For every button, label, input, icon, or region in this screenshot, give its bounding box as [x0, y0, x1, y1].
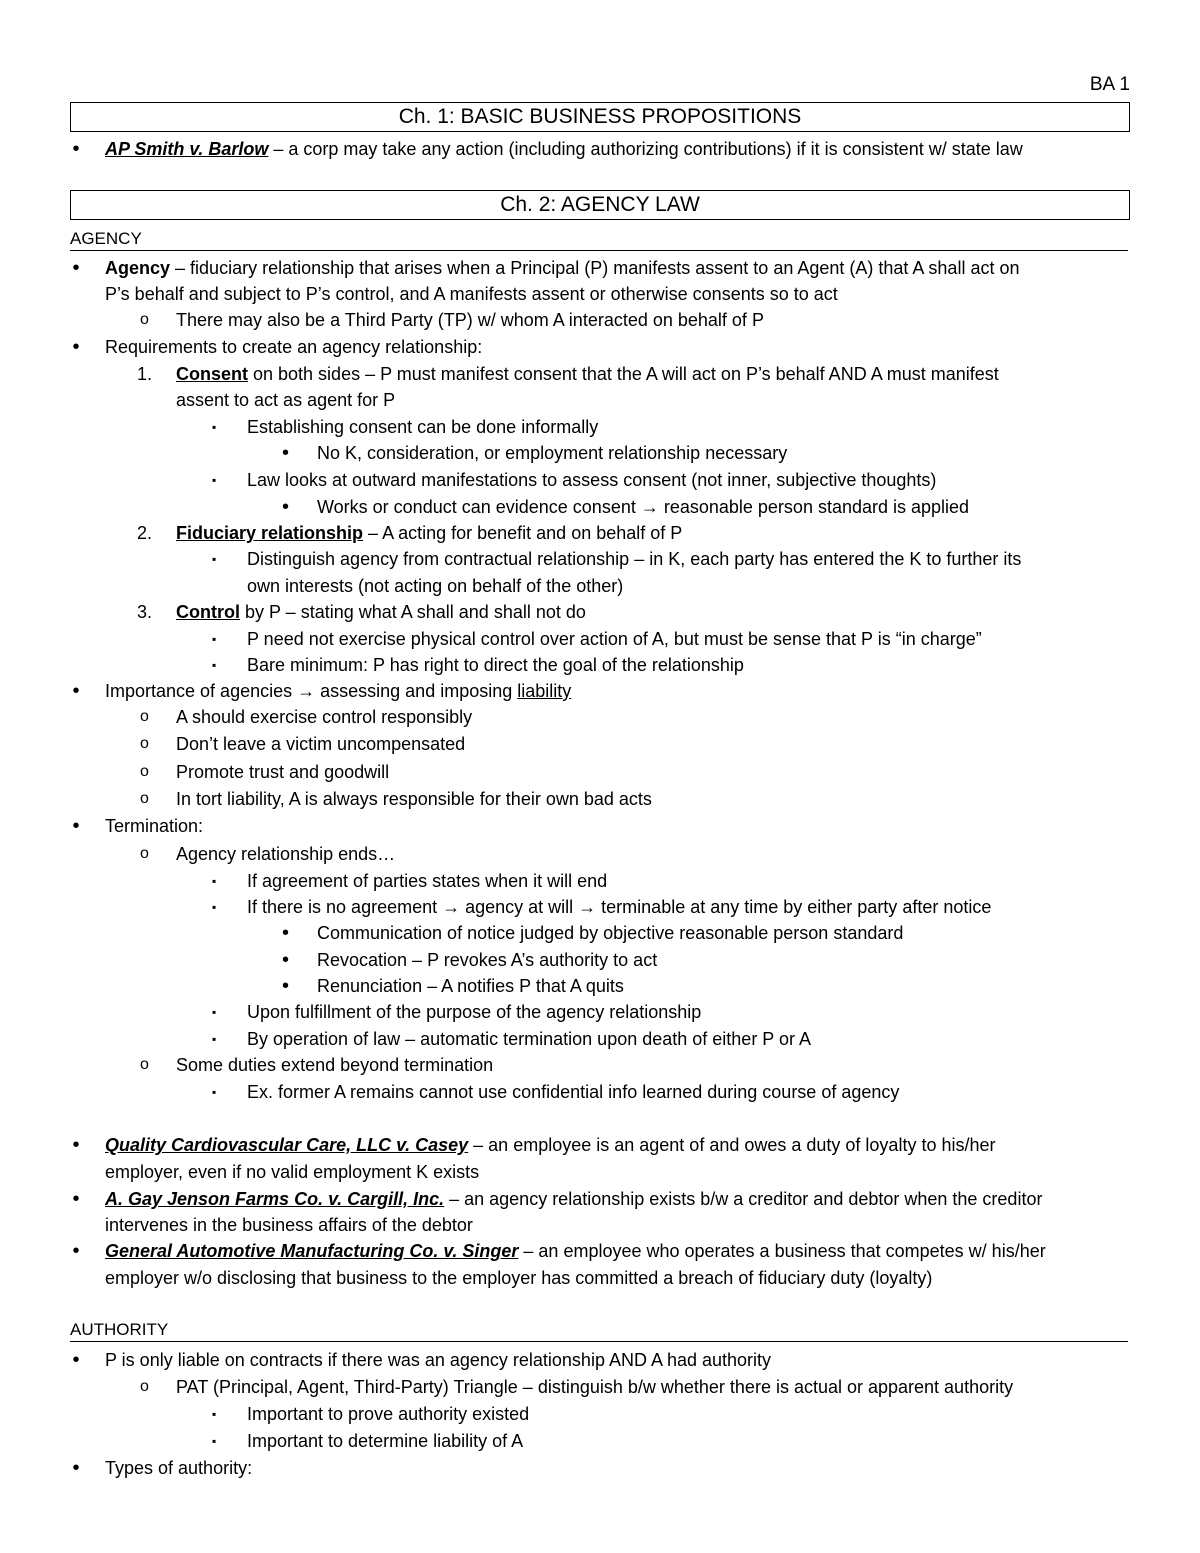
case-holding: – an employee who operates a business that competes w/ his/her: [518, 1241, 1046, 1261]
list-item: Important to prove authority existed: [247, 1404, 530, 1424]
case-quality-cardiovascular: [105, 1132, 995, 1158]
case-holding: – a corp may take any action (including authorizing contributions) if it is consistent w/ state law: [268, 139, 1023, 159]
list-item-cont: own interests (not acting on behalf of the other): [247, 576, 624, 596]
square-marker: ▪: [212, 1434, 217, 1448]
text: assessing and imposing: [315, 681, 518, 701]
bullet-marker: •: [72, 1188, 80, 1210]
square-marker: ▪: [212, 632, 217, 646]
agency-definition: [105, 255, 1019, 281]
case-holding: – an employee is an agent of and owes a duty of loyalty to his/her: [468, 1135, 996, 1155]
circle-marker: o: [140, 763, 149, 780]
arrow-icon: →: [297, 681, 316, 701]
square-marker: ▪: [212, 1005, 217, 1019]
text: Importance of agencies: [105, 681, 298, 701]
square-marker: ▪: [212, 1032, 217, 1046]
circle-marker: o: [140, 1056, 149, 1073]
requirement-consent: [176, 361, 999, 387]
square-marker: ▪: [212, 420, 217, 434]
square-marker: ▪: [212, 1407, 217, 1421]
bullet-marker: •: [72, 1457, 80, 1479]
bullet-marker: •: [72, 138, 80, 160]
section-heading-authority: AUTHORITY: [70, 1319, 1128, 1342]
list-item: A should exercise control responsibly: [176, 707, 473, 727]
list-item: Upon fulfillment of the purpose of the agency relationship: [247, 1002, 702, 1022]
bullet-marker: •: [282, 949, 290, 971]
arrow-icon: →: [442, 897, 461, 917]
case-name: General Automotive Manufacturing Co. v. Singer: [105, 1241, 519, 1261]
list-item: P need not exercise physical control over action of A, but must be sense that P is “in charge”: [247, 629, 982, 649]
text: – A acting for benefit and on behalf of P: [363, 523, 683, 543]
case-name: AP Smith v. Barlow: [105, 139, 269, 159]
bullet-marker: •: [72, 680, 80, 702]
requirement-consent-cont: assent to act as agent for P: [176, 390, 396, 410]
list-item: Ex. former A remains cannot use confidential info learned during course of agency: [247, 1082, 900, 1102]
square-marker: ▪: [212, 900, 217, 914]
page-label: BA 1: [1089, 74, 1130, 95]
text: reasonable person standard is applied: [658, 497, 970, 517]
case-name: A. Gay Jenson Farms Co. v. Cargill, Inc.: [105, 1189, 445, 1209]
requirement-fiduciary: [176, 520, 682, 546]
circle-marker: o: [140, 735, 149, 752]
list-item: Agency relationship ends…: [176, 844, 396, 864]
third-party-note: There may also be a Third Party (TP) w/ whom A interacted on behalf of P: [176, 310, 764, 330]
requirement-control: [176, 599, 586, 625]
list-item: P is only liable on contracts if there was an agency relationship AND A had authority: [105, 1350, 772, 1370]
term: liability: [517, 681, 572, 701]
circle-marker: o: [140, 790, 149, 807]
chapter-1-heading: Ch. 1: BASIC BUSINESS PROPOSITIONS: [70, 102, 1130, 132]
list-item: Bare minimum: P has right to direct the goal of the relationship: [247, 655, 744, 675]
case-ap-smith: [105, 136, 1023, 162]
case-name: Quality Cardiovascular Care, LLC v. Casey: [105, 1135, 469, 1155]
term: Consent: [176, 364, 248, 384]
requirements-heading: Requirements to create an agency relationship:: [105, 337, 483, 357]
list-item: In tort liability, A is always responsible for their own bad acts: [176, 789, 652, 809]
bullet-marker: •: [72, 1349, 80, 1371]
text: by P – stating what A shall and shall not do: [239, 602, 586, 622]
list-item: If agreement of parties states when it will end: [247, 871, 608, 891]
list-item: [317, 494, 969, 520]
text: terminable at any time by either party after notice: [596, 897, 992, 917]
list-item: Don’t leave a victim uncompensated: [176, 734, 466, 754]
list-item: Communication of notice judged by objective reasonable person standard: [317, 923, 904, 943]
list-item: Types of authority:: [105, 1458, 253, 1478]
term: Control: [176, 602, 240, 622]
term: Agency: [105, 258, 171, 278]
bullet-marker: •: [282, 442, 290, 464]
term: Fiduciary relationship: [176, 523, 364, 543]
bullet-marker: •: [282, 496, 290, 518]
list-item: [247, 894, 991, 920]
list-item: PAT (Principal, Agent, Third-Party) Triangle – distinguish b/w whether there is actual or apparent authority: [176, 1377, 1014, 1397]
bullet-marker: •: [282, 922, 290, 944]
importance-heading: [105, 678, 571, 704]
list-item: Law looks at outward manifestations to assess consent (not inner, subjective thoughts): [247, 470, 937, 490]
list-item: By operation of law – automatic termination upon death of either P or A: [247, 1029, 812, 1049]
case-jenson-farms: [105, 1186, 1042, 1212]
case-holding: – an agency relationship exists b/w a creditor and debtor when the creditor: [444, 1189, 1043, 1209]
agency-definition-cont: P’s behalf and subject to P’s control, and A manifests assent or otherwise consents so to act: [105, 284, 838, 304]
list-item: No K, consideration, or employment relationship necessary: [317, 443, 788, 463]
square-marker: ▪: [212, 658, 217, 672]
list-number: 1.: [137, 364, 153, 384]
circle-marker: o: [140, 1378, 149, 1395]
termination-heading: Termination:: [105, 816, 204, 836]
square-marker: ▪: [212, 1085, 217, 1099]
circle-marker: o: [140, 311, 149, 328]
case-general-automotive: [105, 1238, 1046, 1264]
list-item: Distinguish agency from contractual relationship – in K, each party has entered the K to further its: [247, 549, 1022, 569]
bullet-marker: •: [72, 1134, 80, 1156]
list-item: Some duties extend beyond termination: [176, 1055, 494, 1075]
circle-marker: o: [140, 708, 149, 725]
list-number: 2.: [137, 523, 153, 543]
text: – fiduciary relationship that arises when a Principal (P) manifests assent to an Agent (A) that A shall act on: [170, 258, 1020, 278]
bullet-marker: •: [282, 975, 290, 997]
list-number: 3.: [137, 602, 153, 622]
bullet-marker: •: [72, 257, 80, 279]
list-item: Establishing consent can be done informally: [247, 417, 599, 437]
section-heading-agency: AGENCY: [70, 228, 1128, 251]
arrow-icon: →: [640, 497, 659, 517]
square-marker: ▪: [212, 473, 217, 487]
case-holding-cont: intervenes in the business affairs of the debtor: [105, 1215, 473, 1235]
list-item: Revocation – P revokes A’s authority to act: [317, 950, 658, 970]
square-marker: ▪: [212, 552, 217, 566]
bullet-marker: •: [72, 815, 80, 837]
arrow-icon: →: [578, 897, 597, 917]
text: agency at will: [460, 897, 579, 917]
square-marker: ▪: [212, 874, 217, 888]
circle-marker: o: [140, 845, 149, 862]
bullet-marker: •: [72, 336, 80, 358]
chapter-2-heading: Ch. 2: AGENCY LAW: [70, 190, 1130, 220]
list-item: Promote trust and goodwill: [176, 762, 390, 782]
text: on both sides – P must manifest consent that the A will act on P’s behalf AND A must manifest: [248, 364, 999, 384]
list-item: Renunciation – A notifies P that A quits: [317, 976, 624, 996]
case-holding-cont: employer w/o disclosing that business to the employer has committed a breach of fiduciary duty (loyalty): [105, 1268, 933, 1288]
text: If there is no agreement: [247, 897, 443, 917]
case-holding-cont: employer, even if no valid employment K exists: [105, 1162, 480, 1182]
bullet-marker: •: [72, 1240, 80, 1262]
list-item: Important to determine liability of A: [247, 1431, 524, 1451]
text: Works or conduct can evidence consent: [317, 497, 641, 517]
